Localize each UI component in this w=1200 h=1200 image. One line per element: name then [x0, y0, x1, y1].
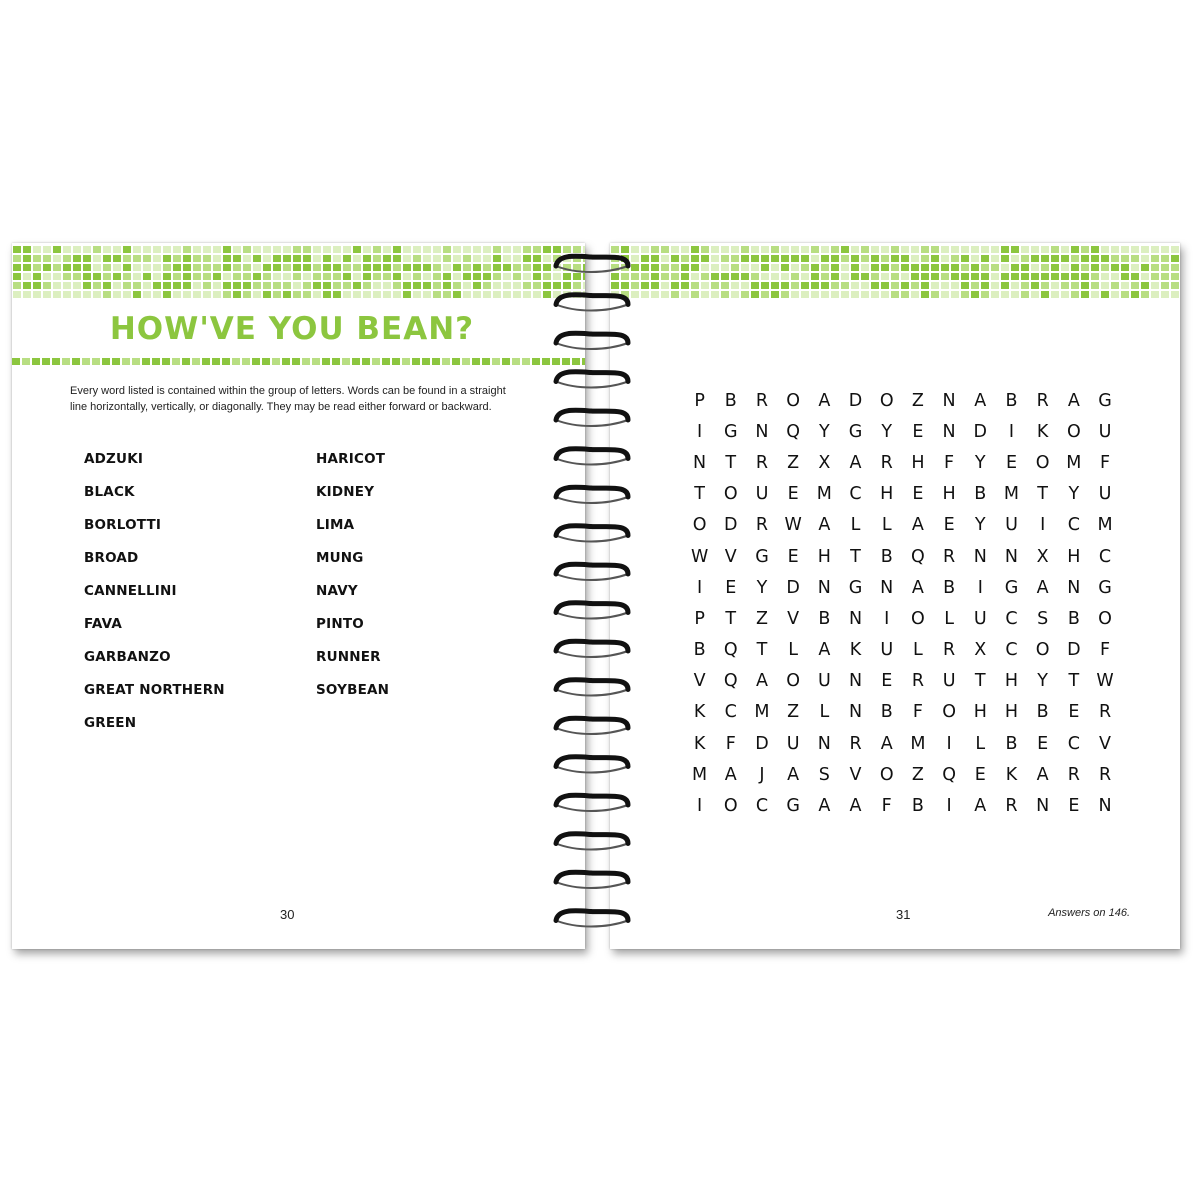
- spiral-ring: [556, 641, 628, 657]
- grid-letter: L: [819, 702, 830, 723]
- header-mosaic-pattern: [12, 243, 585, 303]
- grid-letter: Q: [942, 764, 956, 785]
- grid-letter: A: [1036, 577, 1049, 598]
- grid-letter: N: [848, 671, 863, 692]
- grid-letter: N: [848, 702, 863, 723]
- grid-letter: K: [693, 702, 706, 723]
- grid-letter: D: [786, 577, 800, 598]
- spiral-ring: [556, 526, 628, 542]
- grid-letter: E: [943, 515, 955, 536]
- grid-letter: B: [911, 796, 924, 817]
- grid-letter: B: [724, 390, 737, 411]
- grid-letter: A: [974, 390, 987, 411]
- right-page: [610, 243, 1180, 949]
- grid-letter: M: [692, 764, 708, 785]
- grid-letter: R: [1036, 390, 1049, 411]
- puzzle-instructions: Every word listed is contained within the group of letters. Words can be found in a straight line horizontally, vertically, or diagonally. They may be read either forward or backward.: [70, 385, 506, 413]
- grid-letter: D: [1067, 640, 1081, 661]
- grid-letter: Y: [1037, 671, 1048, 692]
- grid-letter: N: [942, 421, 956, 442]
- grid-letter: U: [1098, 484, 1112, 505]
- grid-letter: K: [849, 640, 862, 661]
- grid-letter: C: [755, 796, 769, 817]
- grid-letter: R: [755, 515, 769, 536]
- grid-letter: E: [1068, 702, 1080, 723]
- grid-letter: Z: [787, 452, 800, 473]
- grid-letter: C: [1067, 733, 1080, 754]
- grid-letter: C: [1067, 515, 1080, 536]
- grid-letter: V: [1099, 733, 1112, 754]
- grid-letter: F: [1099, 640, 1111, 661]
- grid-letter: E: [787, 546, 799, 567]
- grid-letter: K: [1036, 421, 1049, 442]
- grid-letter: A: [1067, 390, 1080, 411]
- grid-letter: B: [880, 702, 893, 723]
- grid-letter: E: [787, 484, 799, 505]
- grid-letter: N: [817, 733, 831, 754]
- grid-letter: O: [723, 484, 738, 505]
- grid-letter: F: [881, 796, 892, 817]
- word-list-item: BROAD: [84, 550, 139, 566]
- grid-letter: T: [725, 608, 737, 629]
- grid-letter: Z: [755, 608, 768, 629]
- word-list-column-2: [316, 451, 389, 715]
- grid-letter: A: [787, 764, 800, 785]
- spiral-binding: [546, 250, 636, 940]
- grid-letter: B: [818, 608, 831, 629]
- grid-letter: C: [1098, 546, 1112, 567]
- word-search-grid: [684, 385, 1121, 822]
- grid-letter: H: [880, 484, 894, 505]
- grid-letter: H: [1067, 546, 1081, 567]
- grid-letter: B: [1005, 390, 1018, 411]
- grid-letter: O: [786, 671, 801, 692]
- grid-letter: I: [1008, 421, 1015, 442]
- grid-letter: A: [755, 671, 768, 692]
- grid-letter: R: [1067, 764, 1080, 785]
- grid-letter: R: [1005, 796, 1018, 817]
- grid-letter: R: [755, 390, 769, 411]
- spiral-ring: [556, 372, 628, 388]
- spiral-ring: [556, 911, 628, 927]
- word-list-item: GREAT NORTHERN: [84, 682, 225, 698]
- grid-letter: M: [754, 702, 770, 723]
- grid-letter: K: [693, 733, 706, 754]
- grid-letter: B: [880, 546, 893, 567]
- grid-letter: E: [1037, 733, 1049, 754]
- spiral-ring: [556, 795, 628, 811]
- grid-letter: A: [911, 577, 924, 598]
- grid-letter: I: [946, 796, 952, 817]
- grid-letter: H: [911, 452, 925, 473]
- grid-letter: B: [693, 640, 706, 661]
- grid-letter: I: [697, 796, 703, 817]
- grid-letter: B: [974, 484, 987, 505]
- grid-letter: V: [724, 546, 737, 567]
- grid-letter: G: [848, 421, 863, 442]
- grid-letter: R: [943, 546, 956, 567]
- word-list-item: FAVA: [84, 616, 122, 632]
- grid-letter: N: [1004, 546, 1019, 567]
- grid-letter: O: [911, 608, 925, 629]
- grid-letter: U: [973, 608, 987, 629]
- grid-letter: A: [911, 515, 924, 536]
- page-number: 30: [280, 907, 295, 922]
- grid-letter: T: [725, 452, 737, 473]
- word-list-item: PINTO: [316, 616, 364, 632]
- grid-letter: I: [884, 608, 890, 629]
- grid-letter: V: [787, 608, 800, 629]
- word-list-item: HARICOT: [316, 451, 386, 467]
- grid-letter: F: [725, 733, 736, 754]
- grid-letter: H: [817, 546, 831, 567]
- answers-note: Answers on 146.: [1048, 907, 1130, 919]
- spiral-ring: [556, 718, 628, 734]
- grid-letter: H: [1004, 671, 1019, 692]
- grid-letter: E: [1068, 796, 1080, 817]
- grid-letter: I: [697, 421, 703, 442]
- grid-letter: U: [786, 733, 800, 754]
- grid-letter: M: [1097, 515, 1113, 536]
- grid-letter: T: [850, 546, 861, 567]
- grid-letter: U: [880, 640, 894, 661]
- grid-letter: E: [974, 764, 986, 785]
- spiral-ring: [556, 564, 628, 580]
- grid-letter: F: [944, 452, 955, 473]
- grid-letter: O: [1035, 452, 1050, 473]
- grid-letter: O: [1035, 640, 1050, 661]
- grid-letter: J: [759, 764, 765, 785]
- grid-letter: W: [784, 515, 802, 536]
- grid-letter: Z: [787, 702, 800, 723]
- grid-letter: L: [881, 515, 892, 536]
- grid-letter: X: [974, 640, 987, 661]
- grid-letter: Y: [881, 421, 893, 442]
- grid-letter: F: [912, 702, 923, 723]
- grid-letter: A: [849, 452, 862, 473]
- grid-letter: U: [1005, 515, 1018, 536]
- grid-letter: W: [1096, 671, 1114, 692]
- word-list-item: CANNELLINI: [84, 583, 177, 599]
- grid-letter: D: [755, 733, 769, 754]
- grid-letter: V: [693, 671, 706, 692]
- grid-letter: A: [818, 640, 831, 661]
- grid-letter: U: [1098, 421, 1112, 442]
- grid-letter: A: [724, 764, 737, 785]
- spiral-ring: [556, 872, 628, 888]
- grid-letter: A: [1036, 764, 1049, 785]
- grid-letter: G: [1004, 577, 1019, 598]
- grid-letter: Q: [786, 421, 801, 442]
- grid-letter: G: [786, 796, 800, 817]
- grid-letter: E: [725, 577, 737, 598]
- grid-letter: O: [879, 764, 894, 785]
- spiral-ring: [556, 256, 628, 272]
- spiral-ring: [556, 410, 628, 426]
- word-list-item: SOYBEAN: [316, 682, 390, 698]
- grid-letter: M: [816, 484, 832, 505]
- grid-letter: Z: [911, 390, 924, 411]
- grid-letter: C: [1005, 640, 1018, 661]
- grid-letter: R: [1098, 764, 1112, 785]
- grid-letter: N: [1098, 796, 1112, 817]
- grid-letter: Q: [723, 640, 738, 661]
- grid-letter: Y: [818, 421, 830, 442]
- grid-letter: O: [942, 702, 956, 723]
- grid-letter: U: [755, 484, 769, 505]
- grid-letter: F: [1099, 452, 1111, 473]
- grid-letter: N: [973, 546, 987, 567]
- grid-letter: E: [881, 671, 893, 692]
- word-list-item: GARBANZO: [84, 649, 171, 665]
- grid-letter: C: [1005, 608, 1018, 629]
- page-number: 31: [896, 907, 911, 922]
- grid-letter: N: [1067, 577, 1081, 598]
- grid-letter: R: [911, 671, 924, 692]
- grid-letter: M: [1066, 452, 1082, 473]
- word-list-item: MUNG: [316, 550, 364, 566]
- grid-letter: T: [974, 671, 986, 692]
- grid-letter: T: [694, 484, 705, 505]
- grid-letter: S: [1037, 608, 1049, 629]
- grid-letter: C: [849, 484, 862, 505]
- word-list-item: RUNNER: [316, 649, 381, 665]
- title-divider-strip: [12, 357, 585, 366]
- spiral-ring: [556, 487, 628, 503]
- grid-letter: S: [818, 764, 830, 785]
- grid-letter: A: [818, 796, 831, 817]
- spiral-ring: [556, 603, 628, 619]
- grid-letter: T: [756, 640, 768, 661]
- word-list-item: BLACK: [84, 484, 135, 500]
- spiral-ring: [556, 449, 628, 465]
- grid-letter: P: [694, 608, 705, 629]
- grid-letter: U: [942, 671, 956, 692]
- grid-letter: O: [786, 390, 801, 411]
- grid-letter: B: [1005, 733, 1018, 754]
- grid-letter: M: [910, 733, 926, 754]
- grid-letter: X: [1036, 546, 1049, 567]
- grid-letter: H: [1004, 702, 1019, 723]
- grid-letter: O: [692, 515, 707, 536]
- spiral-ring: [556, 757, 628, 773]
- spiral-ring: [556, 295, 628, 311]
- word-list-item: NAVY: [316, 583, 358, 599]
- left-page: [12, 243, 585, 949]
- grid-letter: A: [849, 796, 862, 817]
- grid-letter: H: [942, 484, 956, 505]
- grid-letter: C: [724, 702, 737, 723]
- grid-letter: E: [1005, 452, 1017, 473]
- grid-letter: V: [849, 764, 862, 785]
- grid-letter: E: [912, 421, 924, 442]
- grid-letter: G: [1098, 577, 1112, 598]
- puzzle-title: HOW'VE YOU BEAN?: [109, 311, 475, 347]
- grid-letter: W: [690, 546, 709, 567]
- grid-letter: G: [724, 421, 738, 442]
- grid-letter: U: [817, 671, 831, 692]
- grid-letter: B: [943, 577, 956, 598]
- word-list-item: KIDNEY: [316, 484, 375, 500]
- grid-letter: R: [1098, 702, 1112, 723]
- grid-letter: D: [724, 515, 738, 536]
- grid-letter: Y: [1068, 484, 1080, 505]
- grid-letter: N: [817, 577, 831, 598]
- grid-letter: A: [974, 796, 987, 817]
- grid-letter: L: [944, 608, 954, 629]
- grid-letter: N: [693, 452, 707, 473]
- grid-letter: H: [973, 702, 987, 723]
- grid-letter: I: [977, 577, 983, 598]
- grid-letter: L: [975, 733, 986, 754]
- grid-letter: G: [848, 577, 863, 598]
- grid-letter: O: [879, 390, 894, 411]
- grid-letter: L: [913, 640, 923, 661]
- grid-letter: R: [943, 640, 956, 661]
- spiral-ring: [556, 680, 628, 696]
- grid-letter: N: [880, 577, 894, 598]
- grid-letter: N: [1036, 796, 1050, 817]
- grid-letter: K: [1005, 764, 1018, 785]
- grid-letter: P: [694, 390, 705, 411]
- grid-letter: R: [880, 452, 893, 473]
- grid-letter: A: [818, 515, 831, 536]
- grid-letter: E: [912, 484, 924, 505]
- word-list-item: ADZUKI: [84, 451, 144, 467]
- grid-letter: G: [1098, 390, 1112, 411]
- grid-letter: T: [1037, 484, 1048, 505]
- grid-letter: L: [788, 640, 799, 661]
- word-list-item: GREEN: [84, 715, 137, 731]
- grid-letter: I: [1040, 515, 1046, 536]
- grid-letter: Y: [974, 452, 986, 473]
- grid-letter: Z: [911, 764, 924, 785]
- grid-letter: Y: [756, 577, 768, 598]
- grid-letter: B: [1036, 702, 1049, 723]
- grid-letter: O: [1066, 421, 1081, 442]
- grid-letter: R: [849, 733, 862, 754]
- grid-letter: I: [697, 577, 703, 598]
- grid-letter: N: [848, 608, 863, 629]
- grid-letter: L: [850, 515, 861, 536]
- grid-letter: M: [1003, 484, 1020, 505]
- word-list-item: LIMA: [316, 517, 355, 533]
- grid-letter: G: [755, 546, 769, 567]
- grid-letter: Q: [911, 546, 925, 567]
- grid-letter: A: [880, 733, 893, 754]
- spiral-ring: [556, 333, 628, 349]
- grid-letter: N: [942, 390, 956, 411]
- word-list-column-1: [84, 451, 225, 748]
- grid-letter: O: [723, 796, 738, 817]
- grid-letter: Y: [974, 515, 986, 536]
- spiral-ring: [556, 834, 628, 850]
- header-mosaic-pattern: [610, 243, 1180, 303]
- grid-letter: Q: [723, 671, 738, 692]
- grid-letter: D: [973, 421, 988, 442]
- grid-letter: R: [755, 452, 769, 473]
- grid-letter: D: [848, 390, 863, 411]
- word-list-item: BORLOTTI: [84, 517, 162, 533]
- grid-letter: N: [755, 421, 769, 442]
- grid-letter: O: [1098, 608, 1112, 629]
- grid-letter: T: [1068, 671, 1080, 692]
- grid-letter: I: [946, 733, 952, 754]
- grid-letter: B: [1067, 608, 1080, 629]
- grid-letter: X: [818, 452, 831, 473]
- grid-letter: A: [818, 390, 831, 411]
